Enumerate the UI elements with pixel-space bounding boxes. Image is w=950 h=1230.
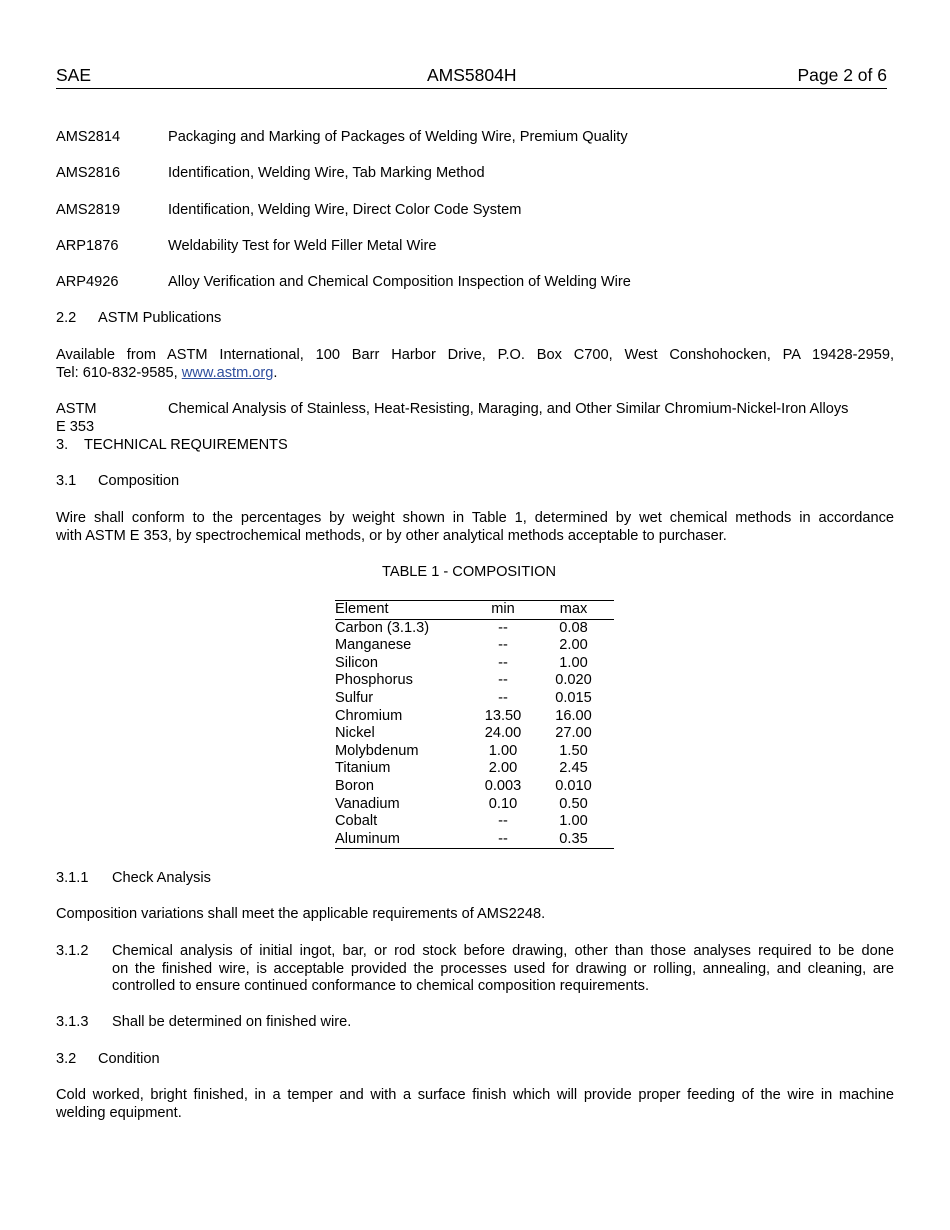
cell-max: 16.00 <box>555 707 592 724</box>
table-row <box>335 831 614 849</box>
cell-element: Titanium <box>335 760 391 777</box>
cell-max: 2.45 <box>559 760 588 777</box>
paragraph-line: Wire shall conform to the percentages by weight shown in Table 1, determined by wet chemical methods in accordance <box>56 510 894 526</box>
astm-contact-line: Tel: 610-832-9585, www.astm.org. <box>56 364 278 381</box>
cell-max: 0.50 <box>559 795 588 812</box>
section-title: Condition <box>98 1051 160 1067</box>
column-header-min: min <box>473 601 533 620</box>
cell-element: Molybdenum <box>335 742 419 759</box>
astm-tel: Tel: 610-832-9585, <box>56 364 178 381</box>
header-page-number: Page 2 of 6 <box>797 65 887 85</box>
table-row <box>335 760 614 778</box>
cell-max: 0.08 <box>559 619 588 636</box>
cell-max: 0.010 <box>555 777 592 794</box>
cell-max: 0.020 <box>555 672 592 689</box>
section-number: 3.2 <box>56 1051 77 1067</box>
cell-min: -- <box>498 672 508 689</box>
reference-title: Weldability Test for Weld Filler Metal Wire <box>168 238 437 254</box>
section-number: 3.1.1 <box>56 870 89 886</box>
check-analysis-paragraph: Composition variations shall meet the applicable requirements of AMS2248. <box>56 906 546 922</box>
section-number: 2.2 <box>56 310 77 326</box>
cell-min: 0.003 <box>484 777 522 794</box>
table-caption: TABLE 1 - COMPOSITION <box>382 564 557 580</box>
document-page <box>56 65 894 1121</box>
cell-max: 0.35 <box>533 831 614 849</box>
table-row <box>335 725 614 743</box>
section-title: Composition <box>98 473 180 489</box>
section-number: 3. <box>56 437 69 453</box>
paragraph-line: with ASTM E 353, by spectrochemical methods, or by other analytical methods acceptable to purchaser. <box>56 527 727 544</box>
reference-title: Packaging and Marking of Packages of Welding Wire, Premium Quality <box>168 129 628 145</box>
table-row <box>335 672 614 690</box>
reference-code: AMS2814 <box>56 129 121 145</box>
section-number: 3.1 <box>56 473 77 489</box>
cell-element: Nickel <box>335 725 375 742</box>
cell-min: 1.00 <box>488 742 518 759</box>
table-row <box>335 813 614 831</box>
reference-title: Alloy Verification and Chemical Composition Inspection of Welding Wire <box>168 274 631 290</box>
reference-title: Identification, Welding Wire, Tab Marking Method <box>168 165 485 181</box>
table-row <box>335 743 614 761</box>
cell-min: 0.10 <box>488 795 518 812</box>
cell-element: Aluminum <box>335 831 473 849</box>
cell-element: Boron <box>335 777 374 794</box>
astm-address-line: Available from ASTM International, 100 Barr Harbor Drive, P.O. Box C700, West Conshohocken, PA 19428-2959, <box>56 347 894 363</box>
paragraph-line: controlled to ensure continued conformance to chemical composition requirements. <box>112 978 650 994</box>
header-doc-number: AMS5804H <box>427 65 517 85</box>
cell-element: Carbon (3.1.3) <box>335 619 430 636</box>
cell-min: -- <box>498 619 508 636</box>
table-row <box>335 796 614 814</box>
section-number: 3.1.2 <box>56 943 89 959</box>
cell-min: -- <box>498 654 508 671</box>
condition-paragraph <box>56 1087 894 1122</box>
cell-element: Cobalt <box>335 813 378 830</box>
cell-max: 2.00 <box>559 637 588 654</box>
astm-website-link[interactable]: www.astm.org <box>181 364 274 381</box>
table-row <box>335 778 614 796</box>
section-title: TECHNICAL REQUIREMENTS <box>84 437 288 453</box>
paragraph-line: on the finished wire, is acceptable provided the processes used for drawing or rolling, annealing, and cleaning, are <box>112 960 894 977</box>
reference-title: Chemical Analysis of Stainless, Heat-Resisting, Maraging, and Other Similar Chromium-Nickel-Iron Alloys <box>168 401 849 417</box>
section-text: Shall be determined on finished wire. <box>112 1014 352 1030</box>
section-number: 3.1.3 <box>56 1014 89 1030</box>
cell-element: Vanadium <box>335 795 400 812</box>
table-row <box>335 708 614 726</box>
astm-availability-paragraph <box>56 347 894 382</box>
cell-element: Silicon <box>335 654 378 671</box>
table-row <box>335 637 614 655</box>
paragraph-line: welding equipment. <box>56 1104 182 1121</box>
cell-min: 2.00 <box>488 760 518 777</box>
cell-max: 1.00 <box>559 813 588 830</box>
table-row <box>335 655 614 673</box>
cell-min: 13.50 <box>484 707 522 724</box>
reference-code: ASTM E 353 <box>56 401 97 435</box>
table-header-row <box>335 601 614 620</box>
section-3-1-2-text <box>112 943 894 996</box>
reference-code: AMS2819 <box>56 202 121 218</box>
cell-max: 1.00 <box>559 654 588 671</box>
cell-element: Phosphorus <box>335 672 413 689</box>
column-header-element: Element <box>335 601 473 620</box>
reference-code: ARP1876 <box>56 238 119 254</box>
reference-title: Identification, Welding Wire, Direct Color Code System <box>168 202 522 218</box>
cell-max: 27.00 <box>555 725 592 742</box>
cell-element: Chromium <box>335 707 403 724</box>
paragraph-line: Cold worked, bright finished, in a temper and with a surface finish which will provide proper feeding of the wire in machine <box>56 1087 894 1103</box>
header-org: SAE <box>56 65 92 85</box>
paragraph-line: Chemical analysis of initial ingot, bar, or rod stock before drawing, other than those analyses required to be done <box>112 943 894 959</box>
table-row <box>335 690 614 708</box>
cell-min: -- <box>498 689 508 706</box>
table-row <box>335 619 614 637</box>
cell-element: Manganese <box>335 637 412 654</box>
section-title: ASTM Publications <box>98 310 222 326</box>
page-header <box>56 66 887 89</box>
cell-max: 0.015 <box>555 689 592 706</box>
cell-element: Sulfur <box>335 689 374 706</box>
section-title: Check Analysis <box>112 870 211 886</box>
reference-code: AMS2816 <box>56 165 121 181</box>
cell-min: -- <box>498 637 508 654</box>
reference-code: ARP4926 <box>56 274 119 290</box>
section-3-1-2 <box>56 943 894 997</box>
cell-min: -- <box>498 813 508 830</box>
composition-table <box>335 600 614 849</box>
cell-min: 24.00 <box>484 725 522 742</box>
column-header-max: max <box>533 601 614 620</box>
composition-paragraph <box>56 510 894 545</box>
cell-max: 1.50 <box>559 742 588 759</box>
cell-min: -- <box>473 831 533 849</box>
